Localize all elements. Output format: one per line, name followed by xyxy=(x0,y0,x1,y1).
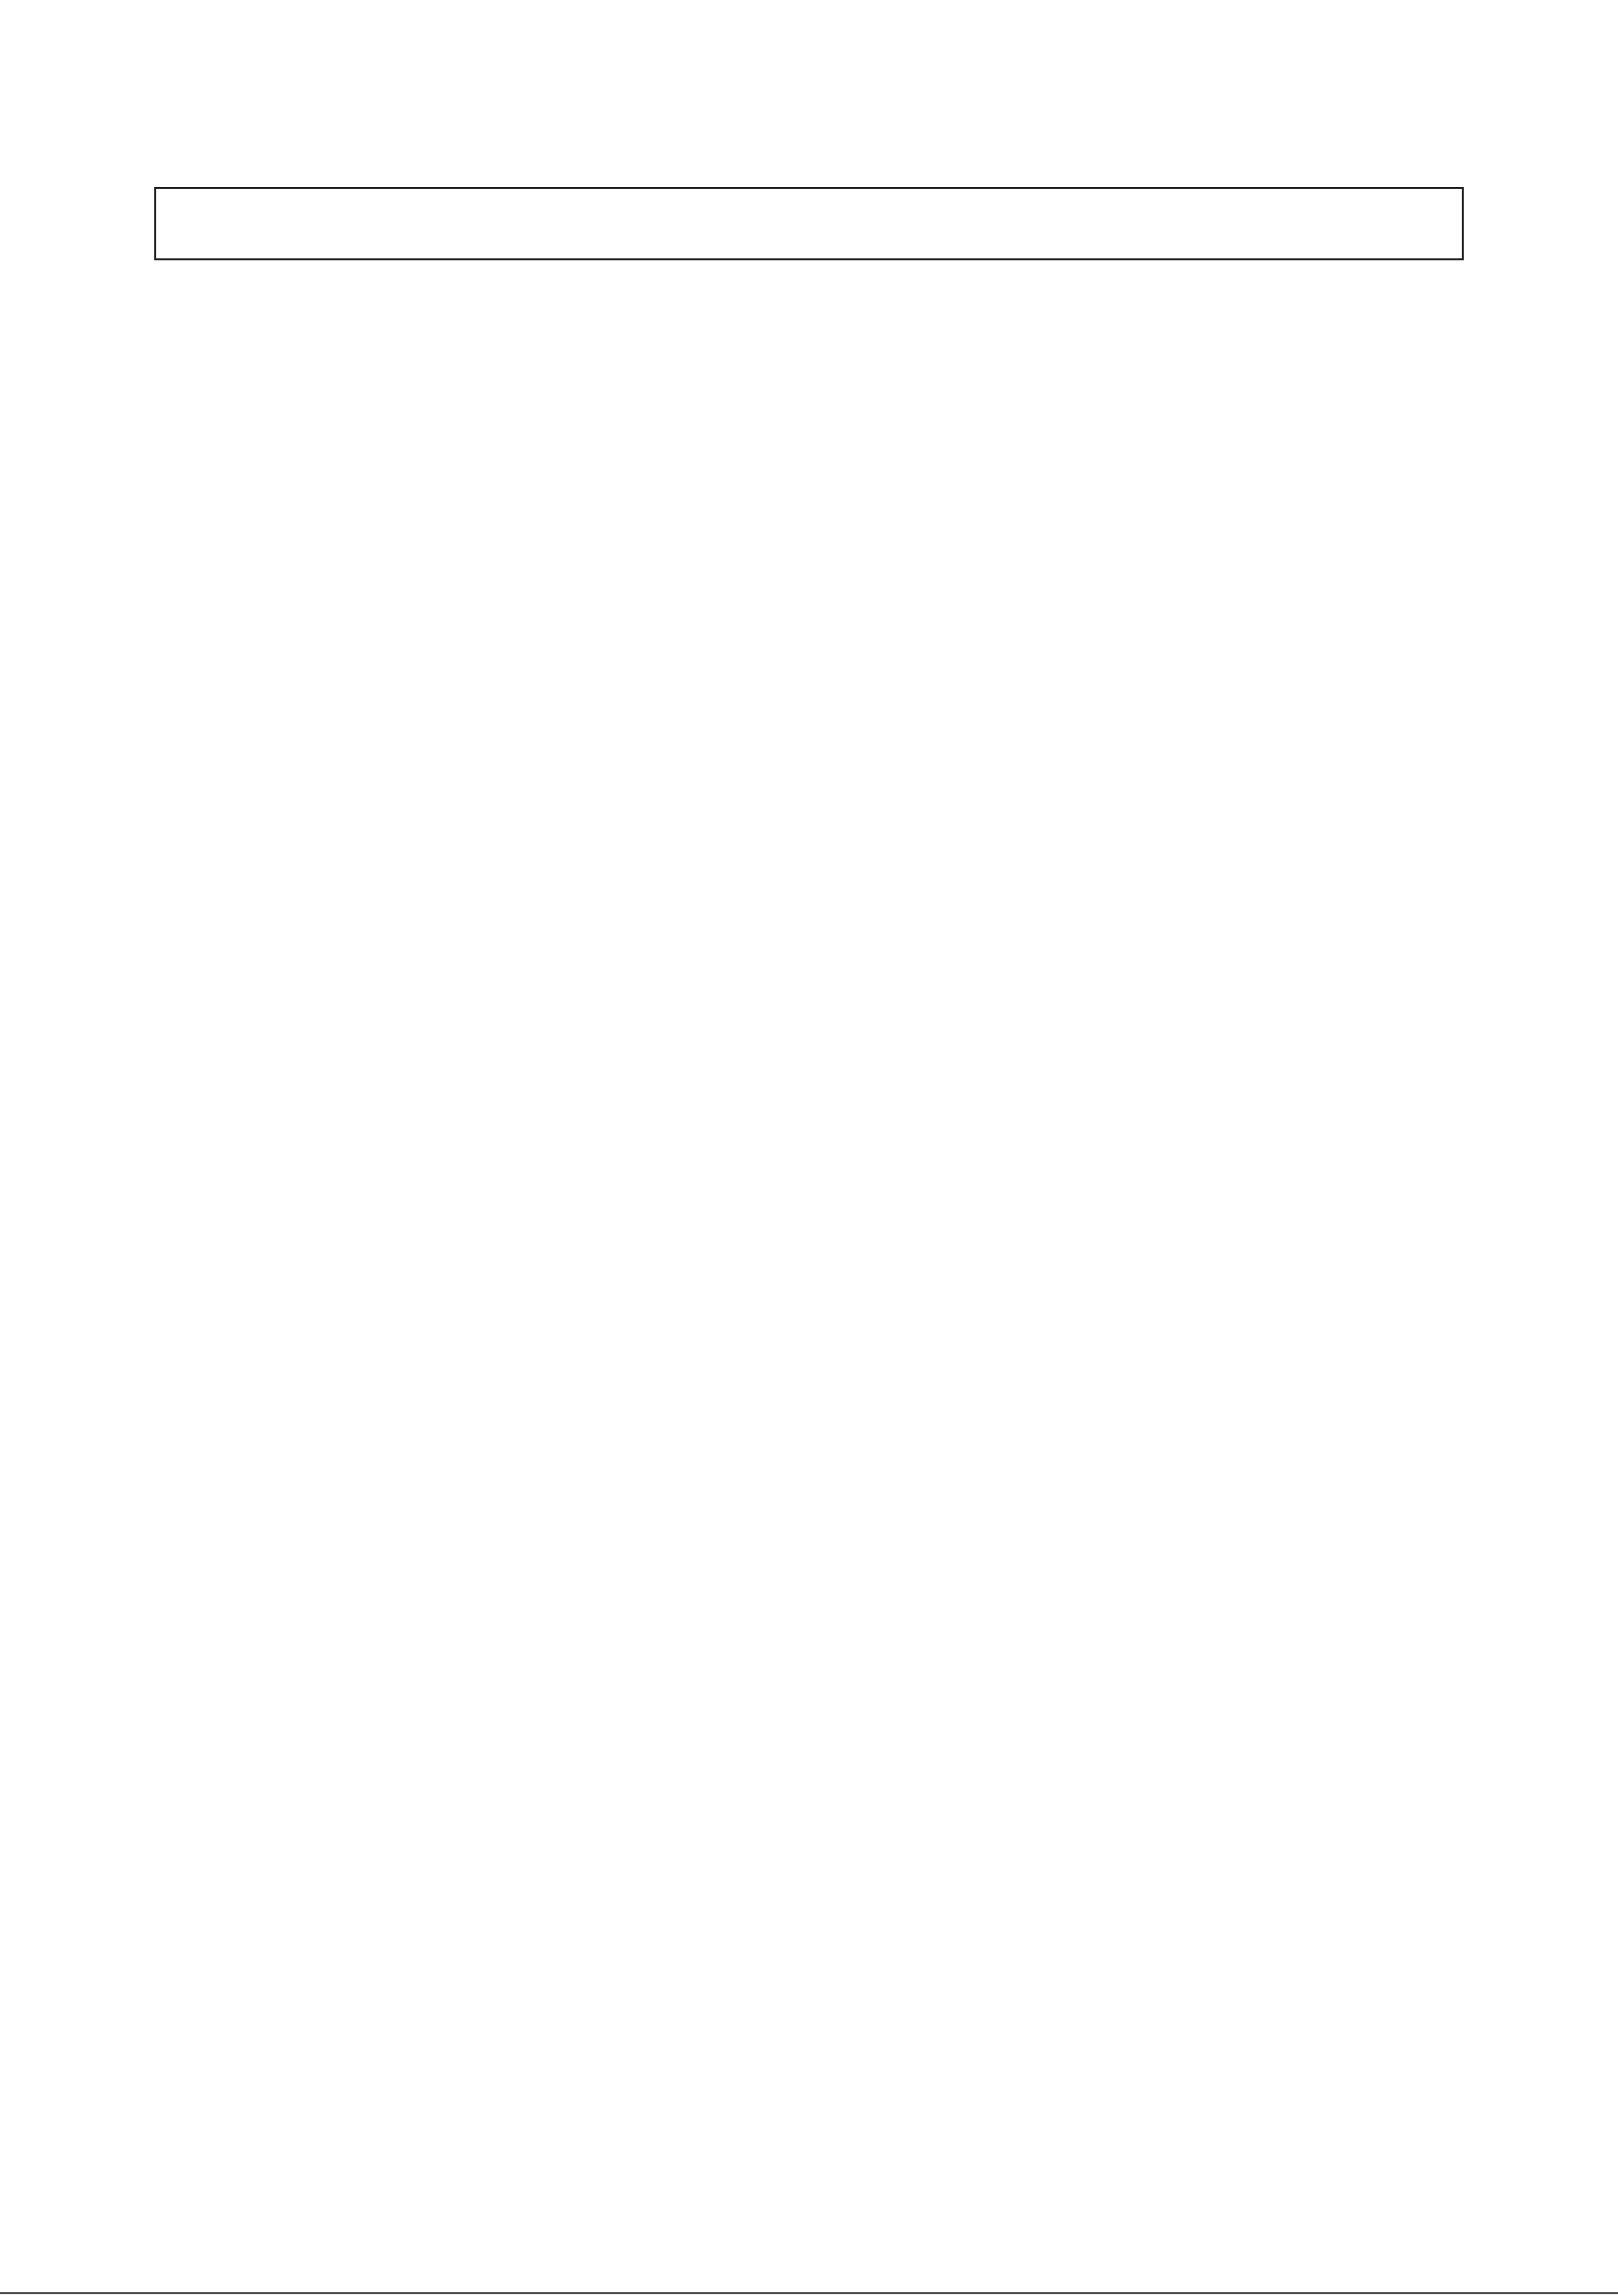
bottom-rule xyxy=(0,2292,1618,2294)
